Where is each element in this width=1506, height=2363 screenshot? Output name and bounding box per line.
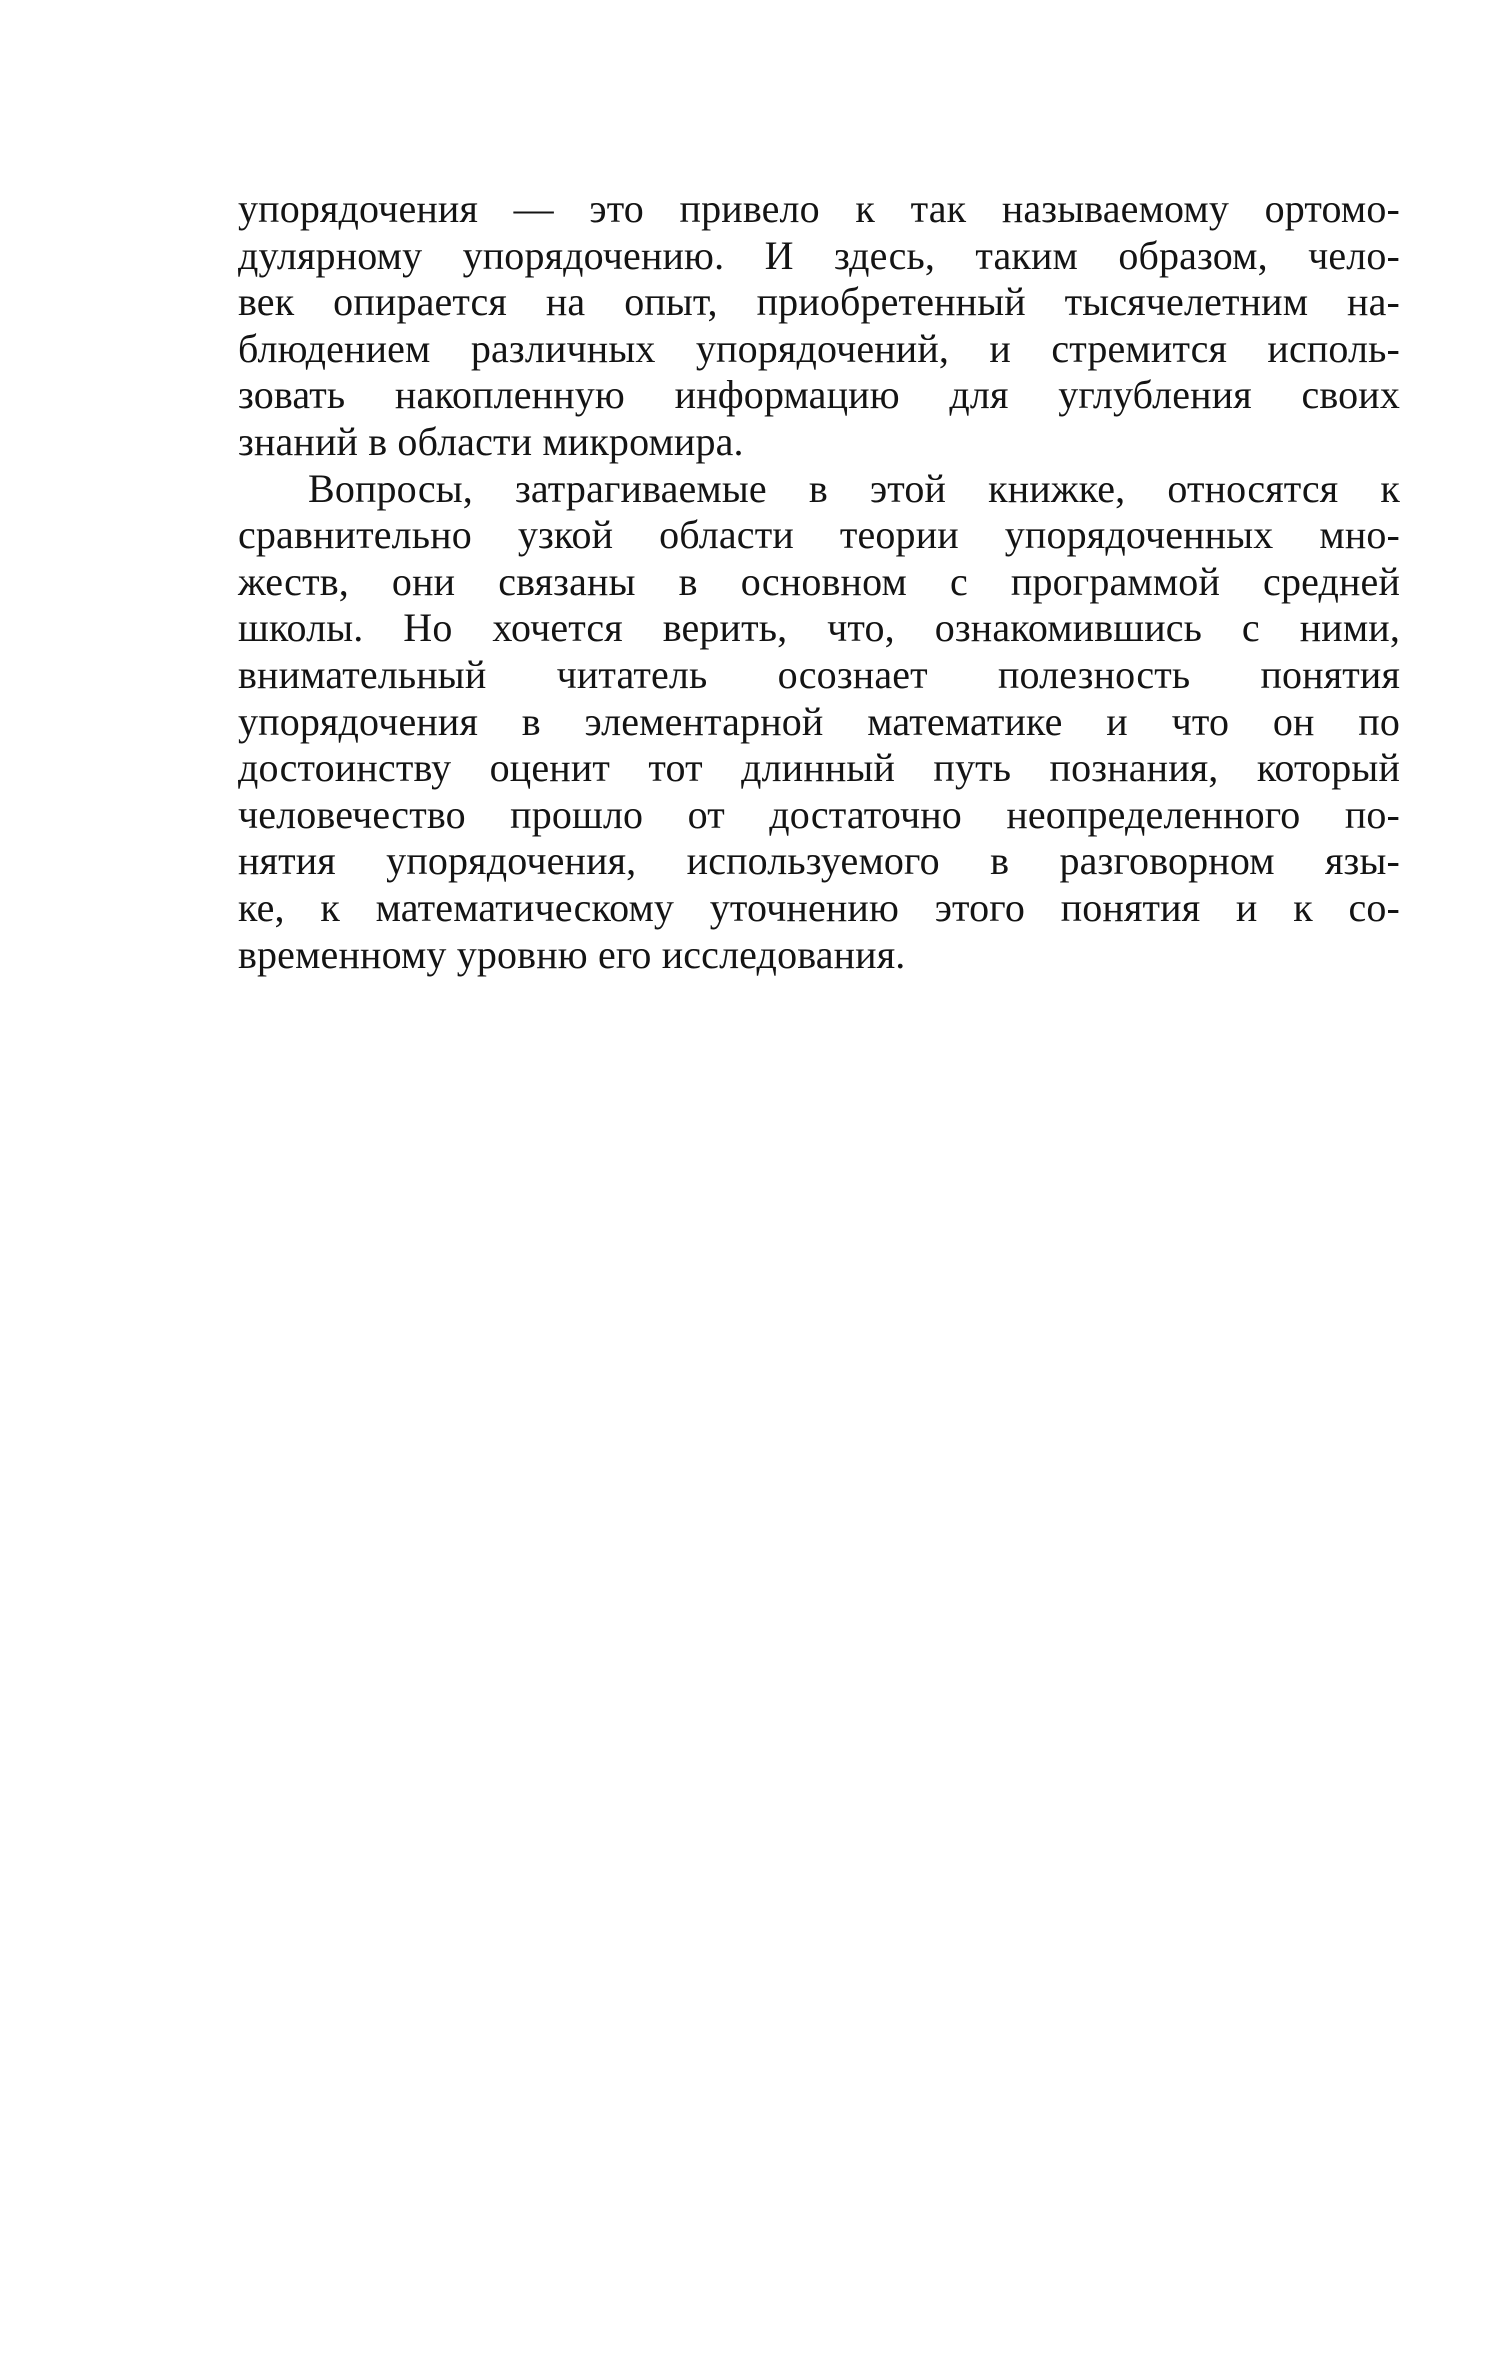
body-text: [238, 186, 1400, 978]
text-line: внимательный читатель осознает полезность понятия: [238, 651, 1400, 697]
paragraph: [238, 466, 1400, 979]
text-line: человечество прошло от достаточно неопределенного по-: [238, 791, 1400, 837]
text-line: упорядочения в элементарной математике и что он по: [238, 698, 1400, 744]
paragraph-continuation: [238, 186, 1400, 466]
text-line: зовать накопленную информацию для углубления своих: [238, 372, 1400, 418]
text-line: нятия упорядочения, используемого в разговорном язы-: [238, 838, 1400, 884]
text-line: знаний в области микромира.: [238, 418, 744, 464]
text-line: ке, к математическому уточнению этого понятия и к со-: [238, 884, 1400, 930]
text-line: век опирается на опыт, приобретенный тысячелетним на-: [238, 279, 1400, 325]
text-line: блюдением различных упорядочений, и стремится исполь-: [238, 325, 1400, 371]
text-line: упорядочения — это привело к так называемому ортомо-: [238, 186, 1400, 231]
text-line: жеств, они связаны в основном с программой средней: [238, 558, 1400, 604]
text-line: Вопросы, затрагиваемые в этой книжке, относятся к: [308, 465, 1400, 511]
text-line: временному уровню его исследования.: [238, 931, 906, 977]
text-line: сравнительно узкой области теории упорядоченных мно-: [238, 512, 1400, 558]
text-line: дулярному упорядочению. И здесь, таким образом, чело-: [238, 232, 1400, 278]
text-line: достоинству оценит тот длинный путь познания, который: [238, 745, 1400, 791]
text-line: школы. Но хочется верить, что, ознакомившись с ними,: [238, 605, 1400, 651]
